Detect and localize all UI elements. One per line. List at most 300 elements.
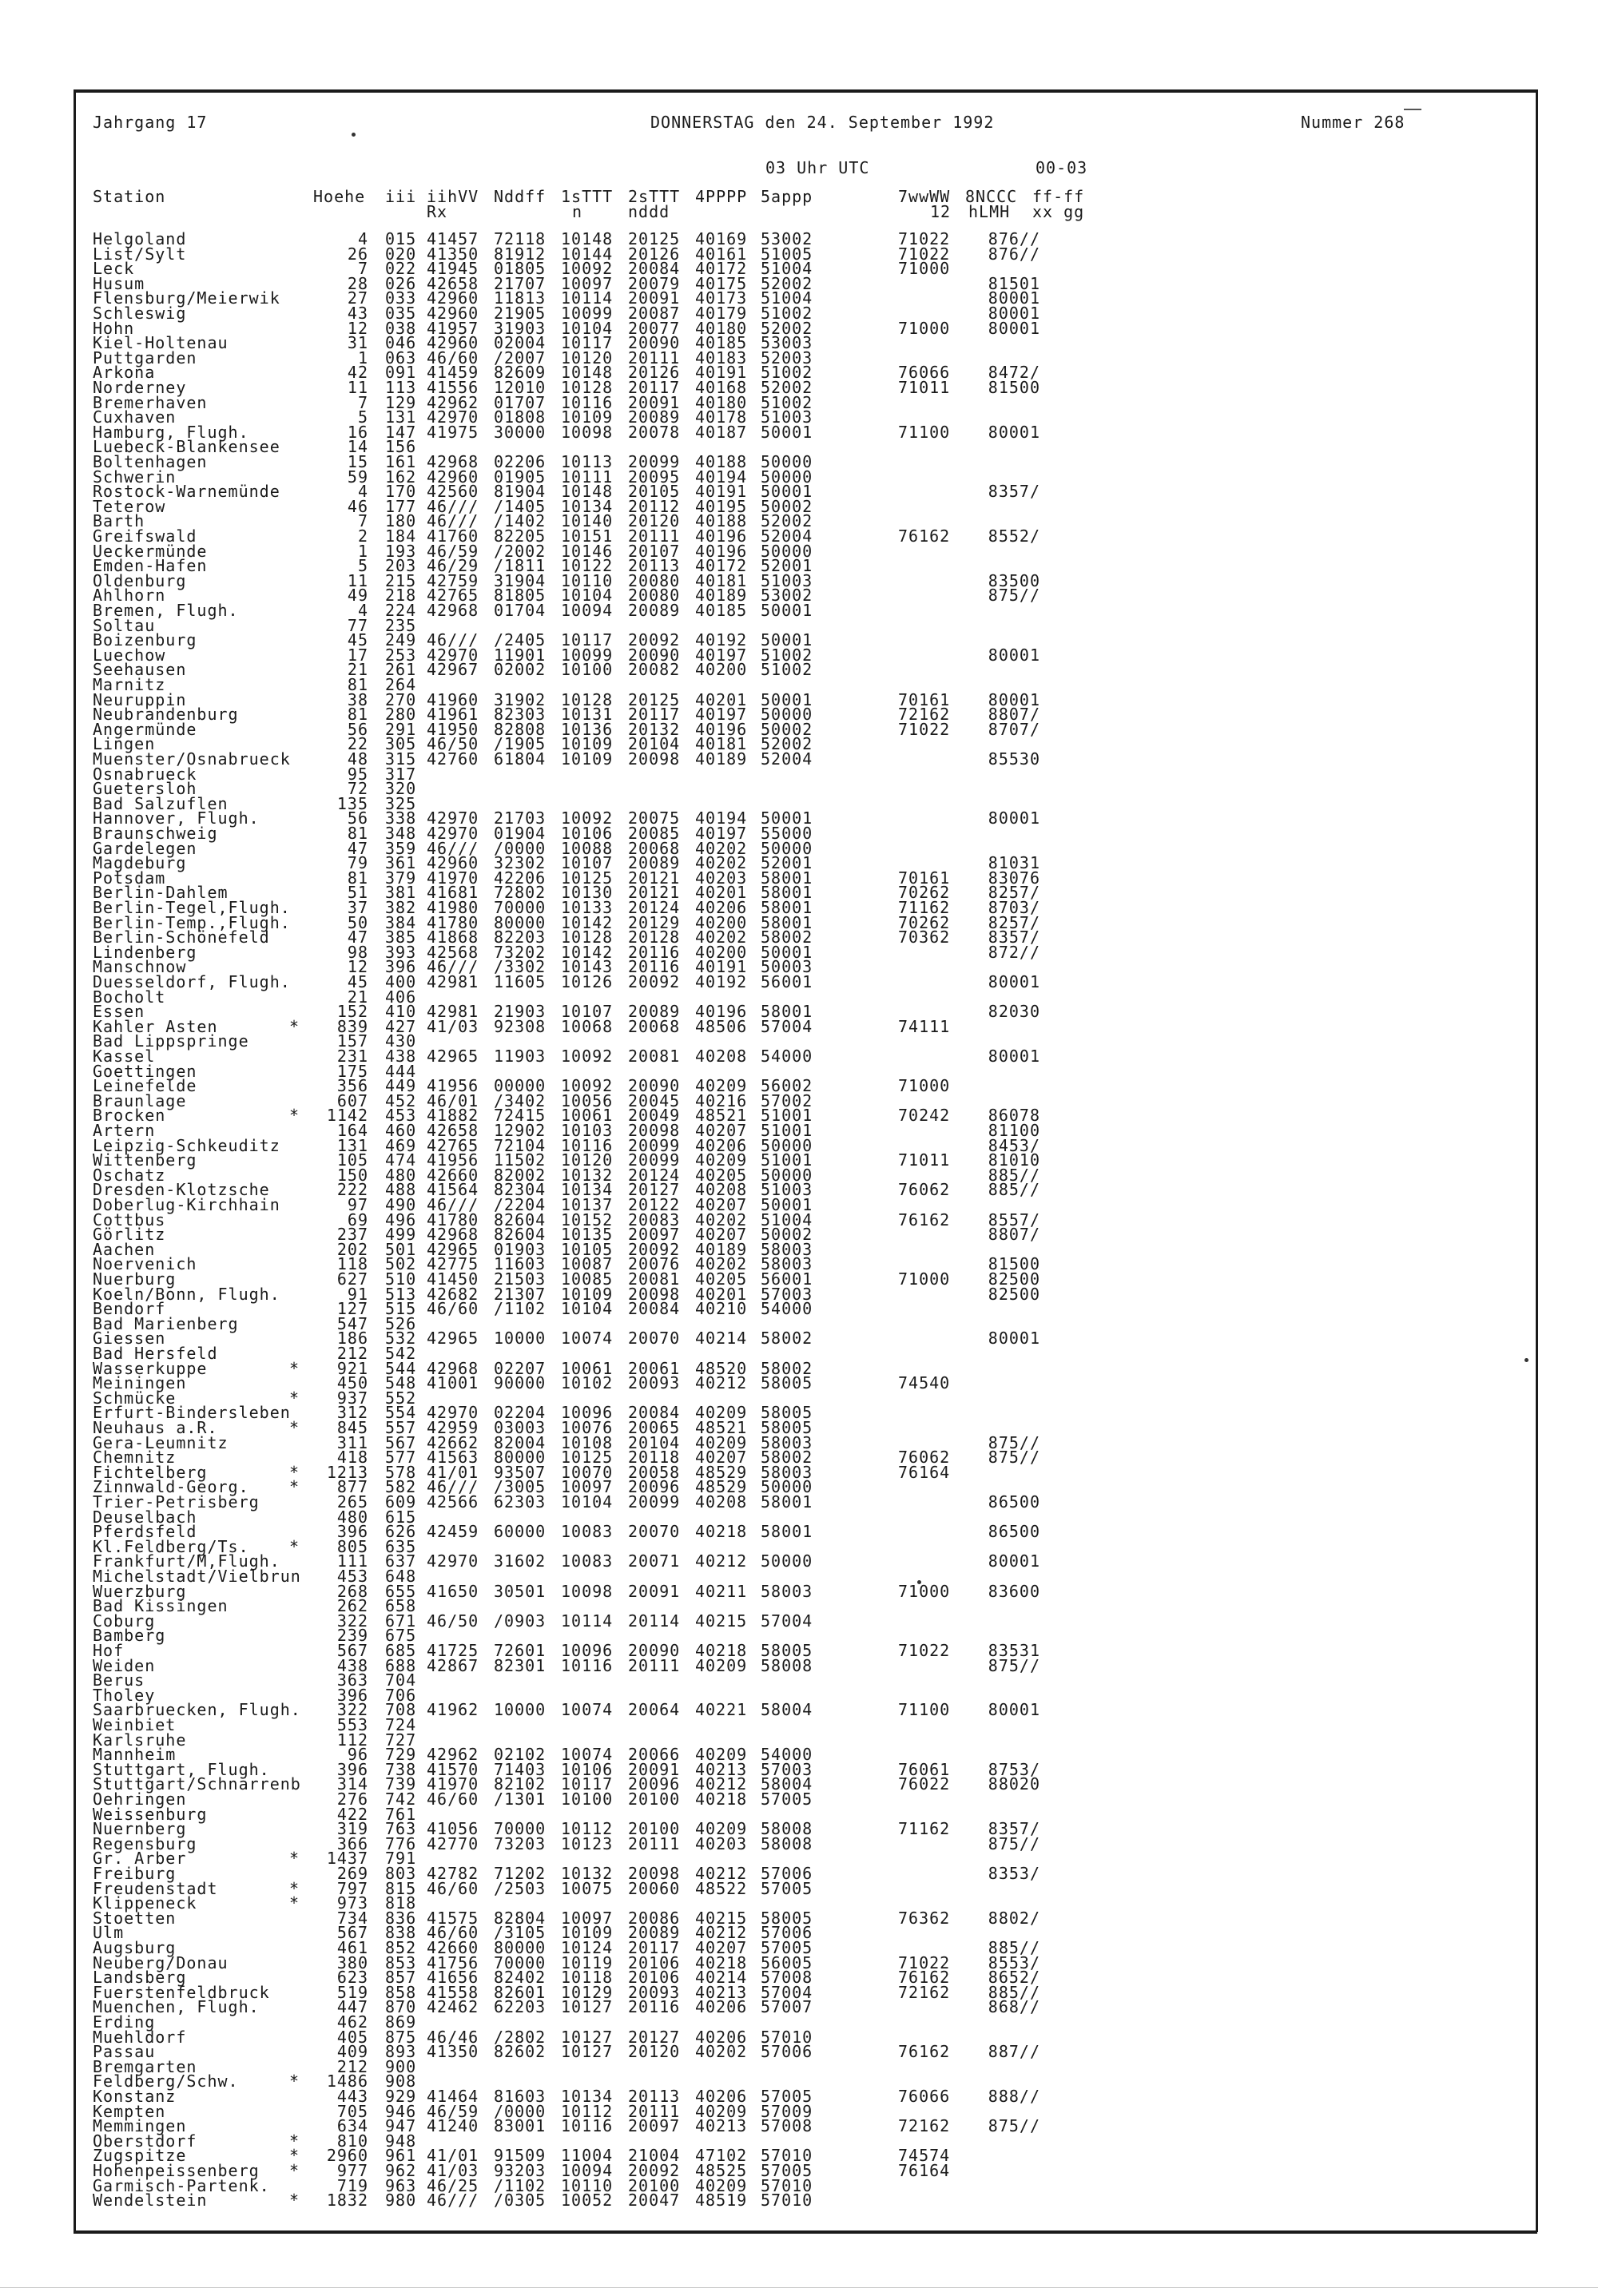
group-1sttt: 10099 xyxy=(561,304,614,323)
group-iihvv: 42970 xyxy=(427,1551,479,1571)
group-7wwww: 76362 xyxy=(898,1908,951,1928)
group-iihvv: 46/// xyxy=(427,838,479,858)
group-4pppp: 40216 xyxy=(695,1090,748,1110)
header-dash-mark xyxy=(1404,109,1421,110)
group-nddff: 81912 xyxy=(494,244,547,264)
group-2sttt: 20104 xyxy=(628,1432,681,1452)
elevation: 97 xyxy=(347,1195,368,1214)
group-iihvv: 42965 xyxy=(427,1329,479,1349)
group-4pppp: 40196 xyxy=(695,719,748,739)
group-iihvv: 41970 xyxy=(427,868,479,888)
group-iihvv: 42970 xyxy=(427,808,479,828)
group-2sttt: 21004 xyxy=(628,2146,681,2166)
group-nddff: /3105 xyxy=(494,1923,547,1943)
station-name: Zinnwald-Georg. xyxy=(93,1477,249,1497)
group-4pppp: 40181 xyxy=(695,570,748,590)
group-4pppp: 40168 xyxy=(695,378,748,397)
group-2sttt: 20080 xyxy=(628,586,681,606)
group-4pppp: 40221 xyxy=(695,1700,748,1720)
station-id: 129 xyxy=(385,392,417,412)
group-4pppp: 40201 xyxy=(695,883,748,903)
group-4pppp: 40207 xyxy=(695,1448,748,1468)
group-4pppp: 40200 xyxy=(695,942,748,962)
mountain-mark: * xyxy=(289,2072,300,2091)
elevation: 705 xyxy=(336,2101,368,2121)
group-8nccc: 81100 xyxy=(988,1121,1040,1140)
group-2sttt: 20068 xyxy=(628,1016,681,1036)
group-nddff: /3402 xyxy=(494,1090,547,1110)
group-1sttt: 10112 xyxy=(561,2101,614,2121)
group-2sttt: 20084 xyxy=(628,1403,681,1423)
group-2sttt: 20070 xyxy=(628,1329,681,1349)
group-8nccc: 80001 xyxy=(988,304,1040,323)
station-id: 626 xyxy=(385,1522,417,1542)
group-7wwww: 72162 xyxy=(898,1982,951,2002)
group-iihvv: 42965 xyxy=(427,1047,479,1066)
group-1sttt: 10098 xyxy=(561,422,614,442)
station-name: Bad Kissingen xyxy=(93,1596,229,1616)
group-2sttt: 20120 xyxy=(628,2042,681,2062)
group-2sttt: 20096 xyxy=(628,1774,681,1794)
group-iihvv: 42960 xyxy=(427,288,479,308)
group-nddff: 01707 xyxy=(494,392,547,412)
group-5appp: 54000 xyxy=(761,1047,813,1066)
group-1sttt: 10092 xyxy=(561,1047,614,1066)
group-8nccc: 8553/ xyxy=(988,1952,1040,1972)
group-2sttt: 20117 xyxy=(628,378,681,397)
elevation: 202 xyxy=(336,1239,368,1259)
group-8nccc: 83531 xyxy=(988,1641,1040,1660)
elevation: 150 xyxy=(336,1165,368,1185)
group-2sttt: 20107 xyxy=(628,541,681,561)
group-5appp: 58002 xyxy=(761,1448,813,1468)
elevation: 81 xyxy=(347,705,368,725)
group-2sttt: 20084 xyxy=(628,259,681,279)
elevation: 43 xyxy=(347,304,368,323)
group-1sttt: 10092 xyxy=(561,808,614,828)
station-name: Doberlug-Kirchhain xyxy=(93,1195,280,1214)
elevation: 237 xyxy=(336,1225,368,1245)
group-iihvv: 41950 xyxy=(427,719,479,739)
group-nddff: 82804 xyxy=(494,1908,547,1928)
group-2sttt: 20058 xyxy=(628,1462,681,1482)
group-4pppp: 40188 xyxy=(695,452,748,471)
group-nddff: 01904 xyxy=(494,824,547,843)
group-2sttt: 20124 xyxy=(628,898,681,917)
group-5appp: 50001 xyxy=(761,808,813,828)
table-row xyxy=(0,660,1598,680)
station-id: 033 xyxy=(385,288,417,308)
station-id: 708 xyxy=(385,1700,417,1720)
group-iihvv: 42960 xyxy=(427,333,479,353)
group-1sttt: 10094 xyxy=(561,601,614,620)
group-2sttt: 20122 xyxy=(628,1195,681,1214)
group-2sttt: 20092 xyxy=(628,972,681,991)
group-1sttt: 10148 xyxy=(561,363,614,383)
station-id: 438 xyxy=(385,1047,417,1066)
group-4pppp: 40200 xyxy=(695,660,748,680)
elevation: 553 xyxy=(336,1715,368,1734)
group-1sttt: 10107 xyxy=(561,853,614,873)
station-name: Bamberg xyxy=(93,1626,166,1646)
group-1sttt: 10127 xyxy=(561,2042,614,2062)
group-2sttt: 20099 xyxy=(628,1135,681,1155)
station-name: Wittenberg xyxy=(93,1150,197,1170)
group-5appp: 58008 xyxy=(761,1819,813,1839)
group-nddff: 31903 xyxy=(494,318,547,338)
group-8nccc: 81010 xyxy=(988,1150,1040,1170)
mountain-mark: * xyxy=(289,2161,300,2180)
station-name: Klippeneck xyxy=(93,1893,197,1913)
station-id: 046 xyxy=(385,333,417,353)
group-5appp: 57004 xyxy=(761,1611,813,1631)
group-7wwww: 71100 xyxy=(898,422,951,442)
station-name: Nuernberg xyxy=(93,1819,187,1839)
group-4pppp: 40178 xyxy=(695,407,748,427)
group-nddff: /2007 xyxy=(494,348,547,367)
group-2sttt: 20084 xyxy=(628,1299,681,1319)
group-7wwww: 76164 xyxy=(898,1462,951,1482)
elevation: 131 xyxy=(336,1135,368,1155)
group-1sttt: 10129 xyxy=(561,1982,614,2002)
station-id: 738 xyxy=(385,1759,417,1779)
station-id: 761 xyxy=(385,1804,417,1824)
station-id: 578 xyxy=(385,1462,417,1482)
station-name: Barth xyxy=(93,511,145,531)
group-4pppp: 40180 xyxy=(695,392,748,412)
group-5appp: 50000 xyxy=(761,1477,813,1497)
group-5appp: 56002 xyxy=(761,1076,813,1096)
group-7wwww: 71022 xyxy=(898,1952,951,1972)
group-nddff: /0000 xyxy=(494,838,547,858)
group-5appp: 50000 xyxy=(761,467,813,487)
station-id: 162 xyxy=(385,467,417,487)
elevation: 973 xyxy=(336,1893,368,1913)
col-2sttt-sub: nddd xyxy=(628,202,670,221)
observation-time: 03 Uhr UTC xyxy=(765,158,870,177)
group-nddff: 82203 xyxy=(494,928,547,947)
group-8nccc: 8707/ xyxy=(988,719,1040,739)
group-nddff: 01808 xyxy=(494,407,547,427)
col-hoehe: Hoehe xyxy=(313,187,366,206)
group-4pppp: 40189 xyxy=(695,586,748,606)
station-id: 648 xyxy=(385,1567,417,1586)
group-2sttt: 20127 xyxy=(628,1180,681,1200)
group-4pppp: 40209 xyxy=(695,1432,748,1452)
group-4pppp: 40215 xyxy=(695,1611,748,1631)
group-7wwww: 70161 xyxy=(898,689,951,709)
group-nddff: 60000 xyxy=(494,1522,547,1542)
table-row xyxy=(0,1833,1598,1853)
group-7wwww: 71022 xyxy=(898,1641,951,1660)
station-name: Stuttgart/Schnarrenb xyxy=(93,1774,301,1794)
station-id: 542 xyxy=(385,1344,417,1363)
group-5appp: 58008 xyxy=(761,1655,813,1675)
station-name: Berlin-Tegel,Flugh. xyxy=(93,898,291,917)
group-nddff: 02004 xyxy=(494,333,547,353)
elevation: 47 xyxy=(347,838,368,858)
group-2sttt: 20129 xyxy=(628,912,681,932)
station-name: Rostock-Warnemünde xyxy=(93,482,280,502)
group-8nccc: 81031 xyxy=(988,853,1040,873)
station-id: 947 xyxy=(385,2116,417,2136)
group-8nccc: 8257/ xyxy=(988,883,1040,903)
group-7wwww: 70262 xyxy=(898,912,951,932)
group-nddff: 01905 xyxy=(494,467,547,487)
station-id: 180 xyxy=(385,511,417,531)
station-name: Fuerstenfeldbruck xyxy=(93,1982,270,2002)
group-1sttt: 10148 xyxy=(561,482,614,502)
station-name: Marnitz xyxy=(93,675,166,694)
group-5appp: 57010 xyxy=(761,2146,813,2166)
group-nddff: /1811 xyxy=(494,556,547,576)
station-id: 348 xyxy=(385,824,417,843)
group-8nccc: 82500 xyxy=(988,1284,1040,1304)
group-7wwww: 74574 xyxy=(898,2146,951,2166)
group-4pppp: 40212 xyxy=(695,1774,748,1794)
elevation: 127 xyxy=(336,1299,368,1319)
station-name: Bendorf xyxy=(93,1299,166,1319)
station-name: Kl.Feldberg/Ts. xyxy=(93,1536,249,1556)
elevation: 519 xyxy=(336,1982,368,2002)
group-nddff: 11813 xyxy=(494,288,547,308)
group-iihvv: 42981 xyxy=(427,1002,479,1022)
station-name: Bad Salzuflen xyxy=(93,793,229,813)
group-1sttt: 10061 xyxy=(561,1358,614,1378)
station-name: Muenster/Osnabrueck xyxy=(93,749,291,769)
group-7wwww: 76162 xyxy=(898,526,951,546)
group-4pppp: 40201 xyxy=(695,1284,748,1304)
elevation: 627 xyxy=(336,1269,368,1289)
group-2sttt: 20127 xyxy=(628,2027,681,2047)
group-2sttt: 20113 xyxy=(628,2087,681,2106)
station-id: 962 xyxy=(385,2161,417,2180)
group-1sttt: 10109 xyxy=(561,749,614,769)
group-5appp: 57010 xyxy=(761,2027,813,2047)
station-name: Schleswig xyxy=(93,304,187,323)
group-nddff: /1405 xyxy=(494,496,547,516)
group-2sttt: 20128 xyxy=(628,928,681,947)
group-4pppp: 40189 xyxy=(695,1239,748,1259)
station-id: 396 xyxy=(385,957,417,977)
station-id: 963 xyxy=(385,2175,417,2195)
group-1sttt: 10068 xyxy=(561,1016,614,1036)
group-iihvv: 42682 xyxy=(427,1284,479,1304)
station-name: Berus xyxy=(93,1670,145,1690)
elevation: 322 xyxy=(336,1700,368,1720)
group-2sttt: 20091 xyxy=(628,392,681,412)
group-1sttt: 10116 xyxy=(561,1655,614,1675)
group-iihvv: 42560 xyxy=(427,482,479,502)
group-2sttt: 20099 xyxy=(628,1150,681,1170)
group-1sttt: 10074 xyxy=(561,1745,614,1765)
group-8nccc: 885// xyxy=(988,1938,1040,1957)
station-id: 501 xyxy=(385,1239,417,1259)
table-row xyxy=(0,1492,1598,1511)
elevation: 363 xyxy=(336,1670,368,1690)
group-iihvv: 42960 xyxy=(427,853,479,873)
station-name: Feldberg/Schw. xyxy=(93,2072,239,2091)
group-5appp: 50001 xyxy=(761,630,813,650)
group-nddff: 82602 xyxy=(494,2042,547,2062)
elevation: 265 xyxy=(336,1492,368,1511)
group-5appp: 52002 xyxy=(761,511,813,531)
elevation: 81 xyxy=(347,824,368,843)
elevation: 396 xyxy=(336,1759,368,1779)
group-nddff: 82002 xyxy=(494,1165,547,1185)
group-4pppp: 40206 xyxy=(695,1135,748,1155)
group-5appp: 52003 xyxy=(761,348,813,367)
group-4pppp: 40210 xyxy=(695,1299,748,1319)
group-8nccc: 8357/ xyxy=(988,1819,1040,1839)
group-2sttt: 20116 xyxy=(628,942,681,962)
group-1sttt: 10146 xyxy=(561,541,614,561)
group-5appp: 57007 xyxy=(761,1997,813,2017)
group-nddff: 21503 xyxy=(494,1269,547,1289)
group-nddff: 02204 xyxy=(494,1403,547,1423)
group-1sttt: 10111 xyxy=(561,467,614,487)
station-id: 857 xyxy=(385,1968,417,1988)
group-1sttt: 10137 xyxy=(561,1195,614,1214)
group-8nccc: 8453/ xyxy=(988,1135,1040,1155)
group-5appp: 58002 xyxy=(761,928,813,947)
group-2sttt: 20099 xyxy=(628,452,681,471)
group-5appp: 52001 xyxy=(761,853,813,873)
group-7wwww: 76061 xyxy=(898,1759,951,1779)
group-4pppp: 40209 xyxy=(695,1745,748,1765)
group-1sttt: 10104 xyxy=(561,1299,614,1319)
group-1sttt: 10125 xyxy=(561,868,614,888)
station-name: Meiningen xyxy=(93,1373,187,1393)
group-1sttt: 10110 xyxy=(561,2175,614,2195)
col-ffff: ff-ff xyxy=(1032,187,1085,206)
table-row xyxy=(0,1792,1598,1807)
group-8nccc: 85530 xyxy=(988,749,1040,769)
station-name: List/Sylt xyxy=(93,244,187,264)
group-5appp: 58001 xyxy=(761,912,813,932)
group-iihvv: 42867 xyxy=(427,1655,479,1675)
group-nddff: /0903 xyxy=(494,1611,547,1631)
station-name: Hof xyxy=(93,1641,125,1660)
station-name: Wendelstein xyxy=(93,2191,208,2211)
group-4pppp: 40213 xyxy=(695,1982,748,2002)
station-id: 544 xyxy=(385,1358,417,1378)
group-7wwww: 72162 xyxy=(898,705,951,725)
elevation: 409 xyxy=(336,2042,368,2062)
group-nddff: 82402 xyxy=(494,1968,547,1988)
group-8nccc: 88020 xyxy=(988,1774,1040,1794)
station-id: 113 xyxy=(385,378,417,397)
group-4pppp: 40212 xyxy=(695,1864,748,1883)
group-2sttt: 20120 xyxy=(628,511,681,531)
group-8nccc: 80001 xyxy=(988,318,1040,338)
station-name: Soltau xyxy=(93,615,156,635)
group-1sttt: 10131 xyxy=(561,705,614,725)
group-5appp: 52002 xyxy=(761,734,813,754)
group-iihvv: 41/01 xyxy=(427,2146,479,2166)
group-nddff: 82609 xyxy=(494,363,547,383)
elevation: 4 xyxy=(357,482,368,502)
group-1sttt: 10124 xyxy=(561,1938,614,1957)
station-id: 381 xyxy=(385,883,417,903)
group-nddff: 10000 xyxy=(494,1329,547,1349)
elevation: 11 xyxy=(347,378,368,397)
station-id: 496 xyxy=(385,1210,417,1229)
group-2sttt: 20092 xyxy=(628,1239,681,1259)
elevation: 443 xyxy=(336,2087,368,2106)
group-2sttt: 20104 xyxy=(628,734,681,754)
group-4pppp: 40196 xyxy=(695,1002,748,1022)
group-nddff: 93203 xyxy=(494,2161,547,2180)
group-1sttt: 10109 xyxy=(561,407,614,427)
station-name: Oldenburg xyxy=(93,570,187,590)
elevation: 21 xyxy=(347,660,368,680)
group-5appp: 58002 xyxy=(761,1358,813,1378)
group-nddff: 30000 xyxy=(494,422,547,442)
group-8nccc: 875// xyxy=(988,1655,1040,1675)
group-5appp: 52001 xyxy=(761,556,813,576)
group-4pppp: 40203 xyxy=(695,1833,748,1853)
group-nddff: /2802 xyxy=(494,2027,547,2047)
group-iihvv: 42662 xyxy=(427,1432,479,1452)
group-4pppp: 40205 xyxy=(695,1165,748,1185)
elevation: 12 xyxy=(347,957,368,977)
group-4pppp: 40188 xyxy=(695,511,748,531)
station-name: Zugspitze xyxy=(93,2146,187,2166)
station-name: Potsdam xyxy=(93,868,166,888)
group-1sttt: 10135 xyxy=(561,1225,614,1245)
station-id: 557 xyxy=(385,1418,417,1437)
group-1sttt: 10117 xyxy=(561,630,614,650)
group-2sttt: 20124 xyxy=(628,1165,681,1185)
mountain-mark: * xyxy=(289,1536,300,1556)
group-7wwww: 71100 xyxy=(898,1700,951,1720)
group-2sttt: 20113 xyxy=(628,556,681,576)
group-2sttt: 20117 xyxy=(628,1938,681,1957)
group-iihvv: 41464 xyxy=(427,2087,479,2106)
group-5appp: 51002 xyxy=(761,645,813,665)
group-nddff: 21707 xyxy=(494,273,547,293)
station-name: Bocholt xyxy=(93,987,166,1007)
elevation: 38 xyxy=(347,689,368,709)
group-iihvv: 41650 xyxy=(427,1581,479,1601)
group-iihvv: 46/// xyxy=(427,1477,479,1497)
station-name: Braunlage xyxy=(93,1090,187,1110)
station-name: Cottbus xyxy=(93,1210,166,1229)
group-4pppp: 40218 xyxy=(695,1790,748,1809)
group-nddff: 21703 xyxy=(494,808,547,828)
group-4pppp: 40196 xyxy=(695,541,748,561)
group-8nccc: 885// xyxy=(988,1165,1040,1185)
station-id: 452 xyxy=(385,1090,417,1110)
station-id: 490 xyxy=(385,1195,417,1214)
elevation: 312 xyxy=(336,1403,368,1423)
group-nddff: 82601 xyxy=(494,1982,547,2002)
group-2sttt: 20099 xyxy=(628,1492,681,1511)
elevation: 16 xyxy=(347,422,368,442)
mountain-mark: * xyxy=(289,1849,300,1869)
group-1sttt: 10116 xyxy=(561,1135,614,1155)
station-id: 170 xyxy=(385,482,417,502)
station-name: Osnabrueck xyxy=(93,764,197,784)
group-iihvv: 42658 xyxy=(427,1121,479,1140)
group-2sttt: 20097 xyxy=(628,2116,681,2136)
group-2sttt: 20111 xyxy=(628,1833,681,1853)
group-iihvv: 42770 xyxy=(427,1833,479,1853)
station-name: Erding xyxy=(93,2012,156,2032)
elevation: 12 xyxy=(347,318,368,338)
group-iihvv: 41725 xyxy=(427,1641,479,1660)
